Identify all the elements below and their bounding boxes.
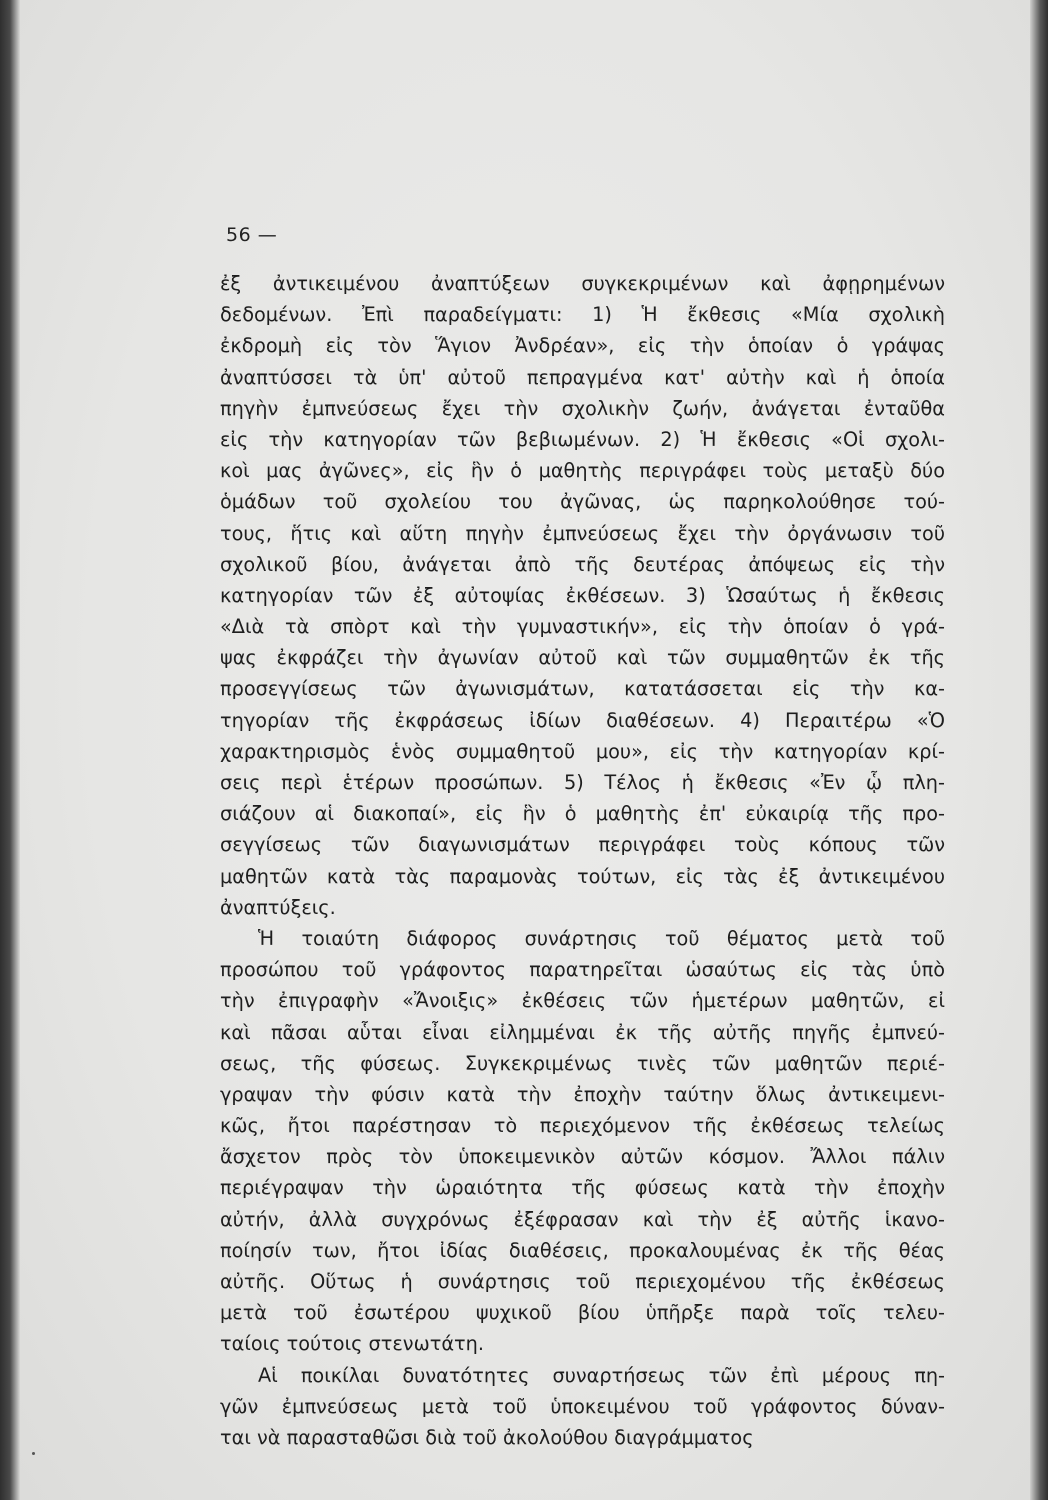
page-number: 56 —: [226, 224, 278, 246]
text-line: τους, ἥτις καὶ αὕτη πηγὴν ἐμπνεύσεως ἔχει τὴν ὀργάνωσιν τοῦ: [220, 521, 945, 545]
text-line: ἀναπτύσσει τὰ ὑπ' αὐτοῦ πεπραγμένα κατ' αὐτὴν καὶ ἡ ὁποία: [220, 365, 945, 389]
text-line: ψας ἐκφράζει τὴν ἀγωνίαν αὐτοῦ καὶ τῶν συμμαθητῶν ἐκ τῆς: [220, 646, 945, 670]
body-text: [220, 268, 945, 1453]
text-line: περιέγραψαν τὴν ὡραιότητα τῆς φύσεως κατὰ τὴν ἐποχὴν: [220, 1176, 945, 1200]
text-line: Αἱ ποικίλαι δυνατότητες συναρτήσεως τῶν ἐπὶ μέρους πη-: [258, 1363, 945, 1387]
text-line: πηγὴν ἐμπνεύσεως ἔχει τὴν σχολικὴν ζωήν, ἀνάγεται ἐνταῦθα: [220, 396, 945, 420]
text-line: ἀναπτύξεις.: [220, 895, 336, 919]
text-line: σχολικοῦ βίου, ἀνάγεται ἀπὸ τῆς δευτέρας ἀπόψεως εἰς τὴν: [220, 552, 945, 576]
text-line: Ἡ τοιαύτη διάφορος συνάρτησις τοῦ θέματος μετὰ τοῦ: [258, 926, 945, 950]
text-line: ἐκδρομὴ εἰς τὸν Ἅγιον Ἀνδρέαν», εἰς τὴν ὁποίαν ὁ γράψας: [220, 334, 945, 358]
text-line: σεως, τῆς φύσεως. Συγκεκριμένως τινὲς τῶν μαθητῶν περιέ-: [220, 1051, 945, 1075]
text-line: γραψαν τὴν φύσιν κατὰ τὴν ἐποχὴν ταύτην ὅλως ἀντικειμενι-: [220, 1082, 945, 1106]
text-line: χαρακτηρισμὸς ἑνὸς συμμαθητοῦ μου», εἰς τὴν κατηγορίαν κρί-: [220, 739, 945, 763]
text-line: αὐτῆς. Οὕτως ἡ συνάρτησις τοῦ περιεχομένου τῆς ἐκθέσεως: [220, 1270, 945, 1293]
scan-speck: [32, 1452, 35, 1455]
book-page: [20, 0, 1030, 1500]
text-line: εἰς τὴν κατηγορίαν τῶν βεβιωμένων. 2) Ἡ ἔκθεσις «Οἱ σχολι-: [220, 427, 945, 451]
text-line: σιάζουν αἱ διακοπαί», εἰς ἣν ὁ μαθητὴς ἐπ' εὐκαιρίᾳ τῆς προ-: [220, 802, 945, 826]
text-line: κοὶ μας ἀγῶνες», εἰς ἣν ὁ μαθητὴς περιγράφει τοὺς μεταξὺ δύο: [220, 459, 945, 483]
text-line: τὴν ἐπιγραφὴν «Ἄνοιξις» ἐκθέσεις τῶν ἡμετέρων μαθητῶν, εἰ: [220, 989, 945, 1013]
text-line: σεις περὶ ἑτέρων προσώπων. 5) Τέλος ἡ ἔκθεσις «Ἐν ᾧ πλη-: [220, 771, 945, 794]
text-line: προσεγγίσεως τῶν ἀγωνισμάτων, κατατάσσεται εἰς τὴν κα-: [220, 677, 945, 701]
text-line: δεδομένων. Ἐπὶ παραδείγματι: 1) Ἡ ἔκθεσις «Μία σχολικὴ: [220, 303, 945, 327]
text-line: ὁμάδων τοῦ σχολείου του ἀγῶνας, ὡς παρηκολούθησε τού-: [220, 490, 945, 514]
text-line: τηγορίαν τῆς ἐκφράσεως ἰδίων διαθέσεων. 4) Περαιτέρω «Ὁ: [220, 708, 945, 732]
text-line: μετὰ τοῦ ἐσωτέρου ψυχικοῦ βίου ὑπῆρξε παρὰ τοῖς τελευ-: [220, 1301, 945, 1325]
text-line: καὶ πᾶσαι αὗται εἶναι εἰλημμέναι ἐκ τῆς αὐτῆς πηγῆς ἐμπνεύ-: [220, 1020, 945, 1044]
text-line: «Διὰ τὰ σπὸρτ καὶ τὴν γυμναστικήν», εἰς τὴν ὁποίαν ὁ γρά-: [220, 615, 945, 639]
text-line: ἄσχετον πρὸς τὸν ὑποκειμενικὸν αὐτῶν κόσμον. Ἄλλοι πάλιν: [220, 1145, 945, 1169]
text-line: κῶς, ἤτοι παρέστησαν τὸ περιεχόμενον τῆς ἐκθέσεως τελείως: [220, 1114, 945, 1138]
text-line: ταίοις τούτοις στενωτάτη.: [220, 1332, 484, 1356]
text-line: σεγγίσεως τῶν διαγωνισμάτων περιγράφει τοὺς κόπους τῶν: [220, 833, 945, 857]
text-line: γῶν ἐμπνεύσεως μετὰ τοῦ ὑποκειμένου τοῦ γράφοντος δύναν-: [220, 1394, 945, 1418]
text-line: ἐξ ἀντικειμένου ἀναπτύξεων συγκεκριμένων καὶ ἀφῃρημένων: [220, 272, 945, 295]
text-line: προσώπου τοῦ γράφοντος παρατηρεῖται ὡσαύτως εἰς τὰς ὑπὸ: [220, 958, 945, 982]
text-line: μαθητῶν κατὰ τὰς παραμονὰς τούτων, εἰς τὰς ἐξ ἀντικειμένου: [220, 864, 945, 888]
text-line: ποίησίν των, ἤτοι ἰδίας διαθέσεις, προκαλουμένας ἐκ τῆς θέας: [220, 1238, 945, 1262]
text-line: αὐτήν, ἀλλὰ συγχρόνως ἐξέφρασαν καὶ τὴν ἐξ αὐτῆς ἱκανο-: [220, 1207, 945, 1231]
text-line: κατηγορίαν τῶν ἐξ αὐτοψίας ἐκθέσεων. 3) Ὡσαύτως ἡ ἔκθεσις: [220, 583, 945, 607]
text-line: ται νὰ παρασταθῶσι διὰ τοῦ ἀκολούθου διαγράμματος: [220, 1425, 754, 1449]
